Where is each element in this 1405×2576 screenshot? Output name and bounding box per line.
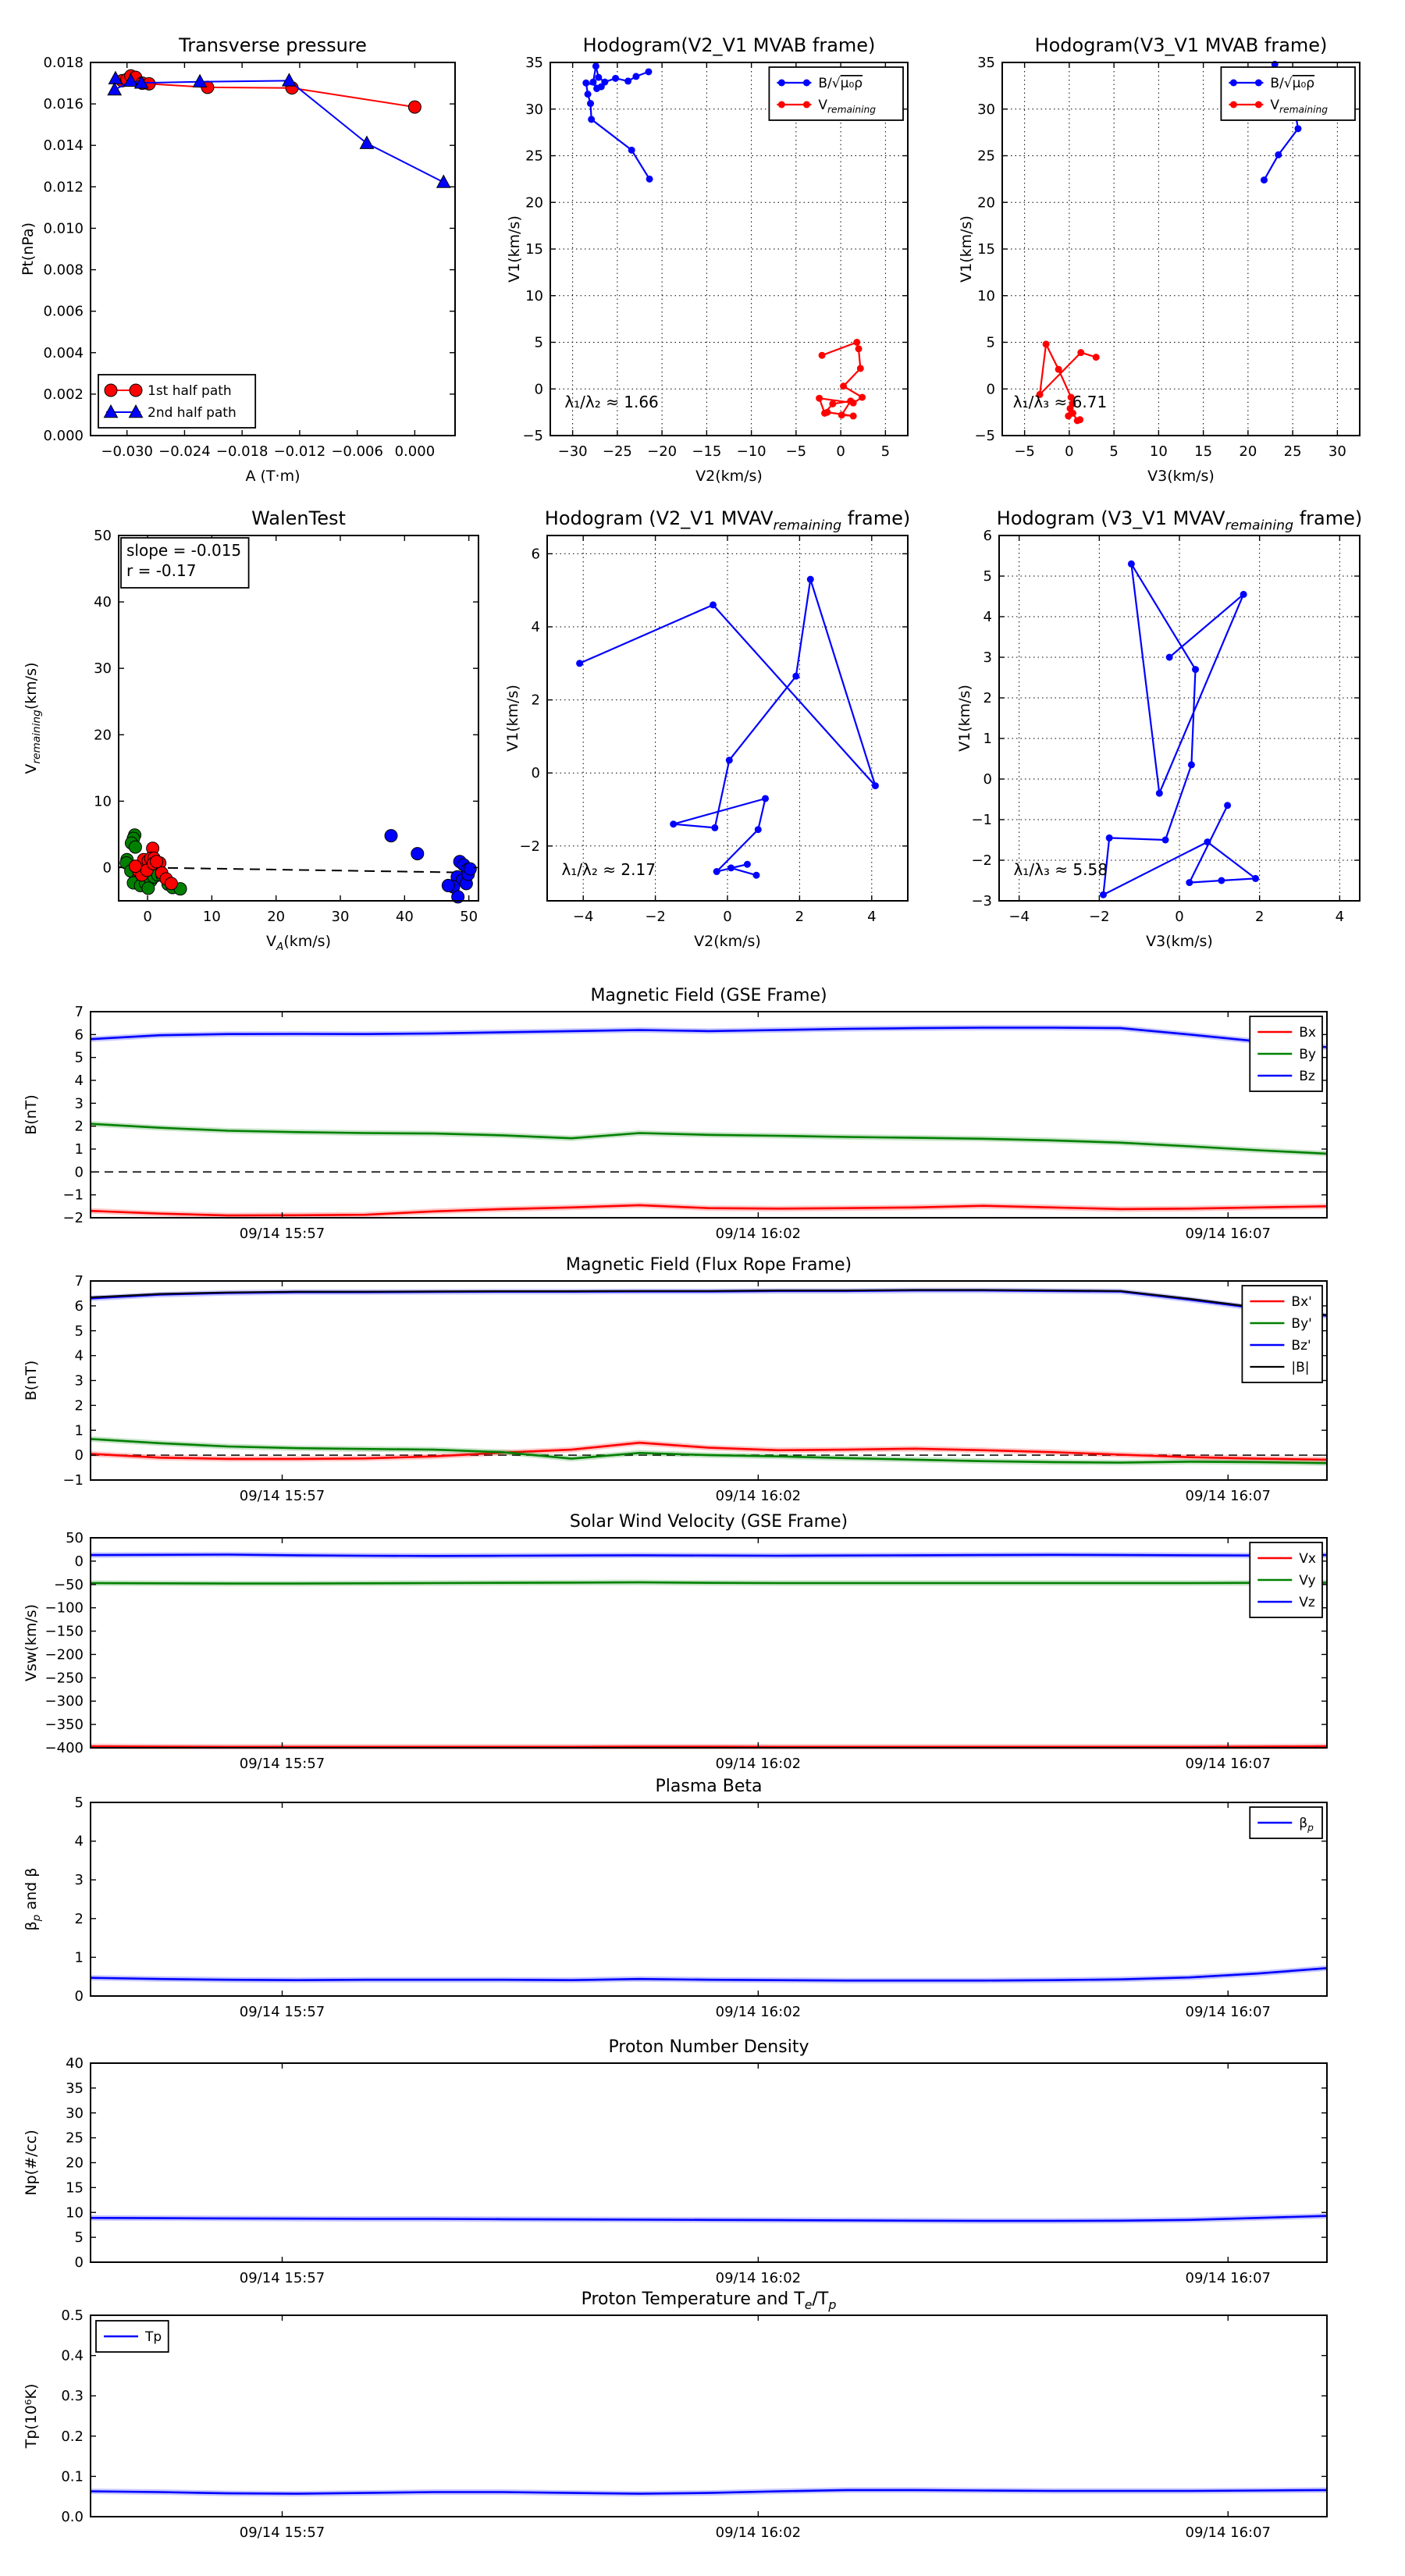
b-fr-series-Bz' xyxy=(91,1290,1327,1316)
vsw-series-Vx xyxy=(91,1746,1327,1747)
x-tick-label: 0.000 xyxy=(394,443,436,460)
tp-title: Proton Temperature and $T_e/T_p$ xyxy=(581,2290,837,2312)
np-series-0 xyxy=(91,2216,1327,2221)
transverse-pressure-series-2nd half path xyxy=(108,72,450,188)
x-tick-label: 09/14 16:07 xyxy=(1185,1756,1272,1772)
y-tick-label: 5 xyxy=(74,1322,84,1340)
tp-legend xyxy=(96,2321,169,2352)
panel-proton-number-density xyxy=(16,2037,1393,2298)
hodogram-v3v1-mvab-plot xyxy=(958,34,1360,485)
y-tick-label: 10 xyxy=(94,793,112,810)
panel-hodogram-v2v1-mvab xyxy=(502,20,923,498)
np-title: Proton Number Density xyxy=(608,2037,809,2057)
y-tick-label: 1 xyxy=(74,1422,84,1439)
panel-plasma-beta xyxy=(16,1776,1393,2032)
y-tick-label: 0.004 xyxy=(43,344,84,361)
y-tick-label: 6 xyxy=(74,1026,84,1044)
y-tick-label: 35 xyxy=(66,2080,84,2097)
x-tick-label: −4 xyxy=(1008,909,1030,925)
legend-label: |B| xyxy=(1291,1360,1310,1375)
y-tick-label: 25 xyxy=(66,2129,84,2147)
x-tick-label: 4 xyxy=(867,909,877,925)
x-tick-label: −2 xyxy=(645,909,666,925)
y-tick-label: 0 xyxy=(986,381,995,398)
x-tick-label: 09/14 16:02 xyxy=(715,1756,802,1772)
y-tick-label: 5 xyxy=(74,1795,84,1811)
y-tick-label: 30 xyxy=(977,101,995,118)
y-tick-label: 40 xyxy=(94,594,112,611)
x-tick-label: −30 xyxy=(557,443,588,460)
y-tick-label: −3 xyxy=(971,893,992,909)
y-tick-label: −5 xyxy=(522,428,543,444)
hodogram-v2v1-mvab-ylabel: V1(km/s) xyxy=(506,215,523,283)
x-tick-label: 0 xyxy=(836,443,845,460)
transverse-pressure-xlabel: A (T·m) xyxy=(245,468,301,485)
y-tick-label: 0 xyxy=(531,765,540,782)
y-tick-label: 0.008 xyxy=(43,262,84,279)
np-plot xyxy=(23,2037,1327,2286)
x-tick-label: 09/14 15:57 xyxy=(239,1488,325,1504)
vsw-series-Vz xyxy=(91,1555,1327,1557)
legend-label: Bx xyxy=(1299,1025,1317,1041)
b-gse-series-By xyxy=(91,1124,1327,1154)
y-tick-label: −300 xyxy=(44,1693,84,1710)
x-tick-label: 5 xyxy=(880,443,891,460)
x-tick-label: −0.030 xyxy=(101,443,154,460)
y-tick-label: 4 xyxy=(531,619,540,635)
x-tick-label: −5 xyxy=(785,443,807,460)
x-tick-label: 4 xyxy=(1335,909,1345,925)
stats-line: slope = -0.015 xyxy=(126,541,242,560)
hodogram-v3v1-mvab-series-Vremaining xyxy=(1037,340,1100,424)
x-tick-label: −10 xyxy=(736,443,767,460)
vsw-svg xyxy=(16,1511,1393,1784)
walen-test-xlabel: $V_A(km/s)$ xyxy=(266,933,331,954)
y-tick-label: 0.012 xyxy=(43,179,84,196)
transverse-pressure-legend xyxy=(98,375,255,428)
legend-label: By' xyxy=(1291,1316,1312,1332)
beta-series-βp xyxy=(91,1968,1327,1980)
hodogram-v2v1-mvav-plot xyxy=(504,507,910,950)
x-tick-label: 09/14 16:07 xyxy=(1185,2524,1272,2541)
np-svg xyxy=(16,2037,1393,2298)
y-tick-label: 0 xyxy=(74,1447,84,1464)
x-tick-label: 25 xyxy=(1283,443,1302,460)
y-tick-label: −5 xyxy=(974,428,995,444)
panel-hodogram-v2v1-mvav xyxy=(502,500,923,977)
transverse-pressure-plot xyxy=(20,34,455,485)
y-tick-label: 6 xyxy=(74,1297,84,1315)
b-gse-title: Magnetic Field (GSE Frame) xyxy=(590,986,827,1005)
hodogram-v3v1-mvav-ylabel: V1(km/s) xyxy=(956,685,973,752)
b-gse-series-Bz xyxy=(91,1028,1327,1048)
np-ylabel: Np(#/cc) xyxy=(23,2129,40,2196)
y-tick-label: −400 xyxy=(44,1740,84,1756)
y-tick-label: 2 xyxy=(74,1118,84,1135)
panel-magnetic-field-gse xyxy=(16,985,1393,1254)
y-tick-label: 25 xyxy=(977,148,995,165)
y-tick-label: 5 xyxy=(534,334,543,351)
beta-svg xyxy=(16,1776,1393,2032)
y-tick-label: 0.014 xyxy=(43,137,84,155)
beta-title: Plasma Beta xyxy=(655,1777,763,1796)
x-tick-label: −0.012 xyxy=(273,443,326,460)
x-tick-label: 09/14 16:02 xyxy=(715,2270,802,2286)
y-tick-label: −250 xyxy=(44,1670,84,1687)
y-tick-label: 5 xyxy=(983,568,992,585)
y-tick-label: 0.018 xyxy=(43,55,84,71)
y-tick-label: 7 xyxy=(74,1273,84,1290)
hodogram-v2v1-mvav-series-0 xyxy=(576,576,879,879)
walen-test-series-2 xyxy=(385,830,476,903)
y-tick-label: 2 xyxy=(531,692,540,709)
y-tick-label: −2 xyxy=(62,1210,84,1226)
x-tick-label: 2 xyxy=(1254,909,1264,925)
y-tick-label: 0 xyxy=(74,1988,84,2005)
y-tick-label: 5 xyxy=(74,1049,84,1066)
y-tick-label: 5 xyxy=(986,334,995,351)
x-tick-label: −0.018 xyxy=(215,443,269,460)
walen-test-svg xyxy=(16,500,498,977)
y-tick-label: 20 xyxy=(525,194,543,212)
y-tick-label: 10 xyxy=(977,287,995,304)
y-tick-label: −350 xyxy=(44,1717,84,1734)
panel-solar-wind-velocity xyxy=(16,1511,1393,1784)
x-tick-label: 09/14 15:57 xyxy=(239,2004,325,2020)
x-tick-label: 09/14 15:57 xyxy=(239,2270,325,2286)
y-tick-label: 5 xyxy=(74,2229,84,2247)
x-tick-label: 40 xyxy=(395,909,414,925)
legend-label: $V_{remaining}$ xyxy=(818,98,877,116)
x-tick-label: −5 xyxy=(1014,443,1035,460)
panel-walen-test xyxy=(16,500,498,977)
y-tick-label: −1 xyxy=(62,1472,84,1489)
x-tick-label: −4 xyxy=(572,909,594,925)
y-tick-label: 0.3 xyxy=(61,2388,84,2405)
legend-label: By xyxy=(1299,1047,1317,1062)
x-tick-label: 30 xyxy=(331,909,350,925)
y-tick-label: 4 xyxy=(74,1347,84,1364)
y-tick-label: −150 xyxy=(44,1623,84,1640)
walen-test-ylabel: $V_{remaining}(km/s)$ xyxy=(23,662,44,774)
y-tick-label: 7 xyxy=(74,1004,84,1020)
hodogram-v3v1-mvav-plot xyxy=(956,507,1362,950)
hodogram-v3v1-mvav-title: Hodogram (V3_V1 $MVAV_{remaining}$ frame) xyxy=(996,507,1363,534)
x-tick-label: 09/14 16:02 xyxy=(715,1488,802,1504)
x-tick-label: 0 xyxy=(143,909,152,925)
x-tick-label: 09/14 16:02 xyxy=(715,2524,802,2541)
hodogram-v2v1-mvab-svg xyxy=(502,20,923,498)
b-fr-legend xyxy=(1242,1286,1322,1382)
beta-plot xyxy=(23,1777,1327,2020)
panel-proton-temperature xyxy=(16,2289,1393,2553)
y-tick-label: 2 xyxy=(74,1910,84,1927)
y-tick-label: 3 xyxy=(74,1095,84,1112)
x-tick-label: 5 xyxy=(1109,443,1119,460)
x-tick-label: 10 xyxy=(202,909,221,925)
y-tick-label: 50 xyxy=(94,528,112,544)
y-tick-label: 15 xyxy=(66,2179,84,2197)
legend-label: Vy xyxy=(1299,1573,1316,1589)
transverse-pressure-svg xyxy=(16,20,498,498)
x-tick-label: 09/14 16:07 xyxy=(1185,1488,1272,1504)
vsw-title: Solar Wind Velocity (GSE Frame) xyxy=(569,1512,848,1532)
stats-line: r = -0.17 xyxy=(126,561,197,580)
x-tick-label: 0 xyxy=(723,909,732,925)
beta-ylabel: $\beta_p$ and β xyxy=(23,1867,44,1931)
y-tick-label: 0 xyxy=(102,859,112,877)
y-tick-label: 10 xyxy=(66,2204,84,2222)
y-tick-label: 0 xyxy=(983,771,992,788)
b-fr-plot xyxy=(23,1255,1327,1504)
x-tick-label: 09/14 16:02 xyxy=(715,1226,802,1242)
y-tick-label: 0.4 xyxy=(61,2347,84,2364)
hodogram-v2v1-mvab-plot xyxy=(506,34,908,485)
y-tick-label: 35 xyxy=(977,55,995,71)
tp-ylabel: Tp(10⁶K) xyxy=(23,2383,40,2449)
lambda-annotation: λ₁/λ₃ ≈ 6.71 xyxy=(1012,393,1108,412)
hodogram-v3v1-mvab-svg xyxy=(954,20,1388,498)
x-tick-label: 09/14 16:07 xyxy=(1185,2004,1272,2020)
y-tick-label: 0.006 xyxy=(43,303,84,320)
y-tick-label: 20 xyxy=(977,194,995,212)
x-tick-label: 2 xyxy=(795,909,805,925)
lambda-annotation: λ₁/λ₂ ≈ 1.66 xyxy=(564,393,659,412)
tp-plot xyxy=(23,2290,1327,2541)
b-gse-svg xyxy=(16,985,1393,1254)
y-tick-label: 6 xyxy=(983,528,992,544)
x-tick-label: −15 xyxy=(692,443,722,460)
y-tick-label: 0 xyxy=(534,381,543,398)
y-tick-label: 30 xyxy=(525,101,543,118)
y-tick-label: 1 xyxy=(74,1949,84,1966)
x-tick-label: 20 xyxy=(1239,443,1257,460)
y-tick-label: 35 xyxy=(525,55,543,71)
x-tick-label: 0 xyxy=(1065,443,1074,460)
y-tick-label: 3 xyxy=(74,1872,84,1889)
hodogram-v3v1-mvab-ylabel: V1(km/s) xyxy=(958,215,975,283)
hodogram-v3v1-mvab-title: Hodogram(V3_V1 MVAB frame) xyxy=(1034,34,1328,56)
hodogram-v2v1-mvav-ylabel: V1(km/s) xyxy=(504,685,521,752)
y-tick-label: 4 xyxy=(74,1073,84,1089)
x-tick-label: 09/14 16:07 xyxy=(1185,1226,1272,1242)
y-tick-label: 30 xyxy=(94,660,112,678)
vsw-legend xyxy=(1250,1542,1322,1617)
x-tick-label: 20 xyxy=(267,909,286,925)
y-tick-label: 0.1 xyxy=(61,2468,84,2485)
panel-magnetic-field-flux-rope xyxy=(16,1254,1393,1515)
vsw-ylabel: Vsw(km/s) xyxy=(23,1603,40,1682)
legend-label: 1st half path xyxy=(148,383,232,399)
x-tick-label: 15 xyxy=(1194,443,1213,460)
y-tick-label: 15 xyxy=(525,241,543,258)
y-tick-label: 3 xyxy=(983,649,992,666)
x-tick-label: 09/14 16:07 xyxy=(1185,2270,1272,2286)
legend-label: Bz' xyxy=(1291,1338,1311,1354)
x-tick-label: −0.006 xyxy=(331,443,383,460)
hodogram-v2v1-mvab-title: Hodogram(V2_V1 MVAB frame) xyxy=(582,34,876,56)
x-tick-label: 10 xyxy=(1149,443,1168,460)
y-tick-label: 40 xyxy=(66,2055,84,2072)
hodogram-v2v1-mvav-title: Hodogram (V2_V1 $MVAV_{remaining}$ frame) xyxy=(544,507,911,534)
y-tick-label: −50 xyxy=(54,1576,84,1593)
y-tick-label: −100 xyxy=(44,1599,84,1617)
b-gse-series-Bx xyxy=(91,1205,1327,1215)
vsw-series-Vy xyxy=(91,1582,1327,1584)
hodogram-v3v1-mvab-xlabel: V3(km/s) xyxy=(1147,468,1215,485)
hodogram-v2v1-mvav-svg xyxy=(502,500,923,977)
transverse-pressure-series-1st half path xyxy=(116,69,422,113)
x-tick-label: 30 xyxy=(1328,443,1346,460)
y-tick-label: −200 xyxy=(44,1646,84,1663)
y-tick-label: 0.2 xyxy=(61,2428,84,2445)
hodogram-v3v1-mvav-xlabel: V3(km/s) xyxy=(1146,933,1213,950)
y-tick-label: 1 xyxy=(983,731,992,747)
y-tick-label: 0.0 xyxy=(61,2509,84,2525)
panel-hodogram-v3v1-mvav xyxy=(954,500,1388,977)
x-tick-label: −25 xyxy=(602,443,632,460)
y-tick-label: −1 xyxy=(971,812,992,828)
y-tick-label: 0 xyxy=(74,1164,84,1181)
legend-label: Vz xyxy=(1299,1595,1315,1610)
b-gse-plot xyxy=(23,986,1327,1242)
hodogram-v2v1-mvab-xlabel: V2(km/s) xyxy=(695,468,763,485)
x-tick-label: −20 xyxy=(647,443,678,460)
legend-label: B/√μ₀ρ xyxy=(1270,76,1315,91)
x-tick-label: −2 xyxy=(1089,909,1110,925)
tp-series-Tp xyxy=(91,2490,1327,2494)
y-tick-label: 4 xyxy=(74,1833,84,1850)
y-tick-label: 2 xyxy=(74,1397,84,1414)
y-tick-label: 10 xyxy=(525,287,543,304)
y-tick-label: 0.000 xyxy=(43,428,84,444)
b-fr-ylabel: B(nT) xyxy=(23,1360,40,1401)
legend-label: $\beta_p$ xyxy=(1299,1816,1314,1834)
b-fr-title: Magnetic Field (Flux Rope Frame) xyxy=(565,1255,852,1275)
b-gse-legend xyxy=(1250,1016,1322,1091)
lambda-annotation: λ₁/λ₃ ≈ 5.58 xyxy=(1013,860,1108,880)
legend-label: Vx xyxy=(1299,1551,1316,1567)
y-tick-label: 50 xyxy=(66,1530,84,1546)
vsw-plot xyxy=(23,1512,1327,1772)
hodogram-v2v1-mvab-legend xyxy=(769,67,903,120)
legend-label: Bx' xyxy=(1291,1294,1312,1310)
x-tick-label: −0.024 xyxy=(158,443,211,460)
y-tick-label: 15 xyxy=(977,241,995,258)
x-tick-label: 09/14 15:57 xyxy=(239,2524,325,2541)
y-tick-label: −2 xyxy=(971,852,992,869)
y-tick-label: −1 xyxy=(62,1187,84,1204)
legend-label: $V_{remaining}$ xyxy=(1270,98,1329,116)
fit-line xyxy=(119,867,478,873)
legend-label: 2nd half path xyxy=(148,405,237,421)
b-fr-svg xyxy=(16,1254,1393,1515)
x-tick-label: 09/14 15:57 xyxy=(239,1756,325,1772)
tp-svg xyxy=(16,2289,1393,2553)
hodogram-v3v1-mvab-legend xyxy=(1221,67,1355,120)
y-tick-label: 3 xyxy=(74,1372,84,1389)
y-tick-label: 6 xyxy=(531,546,540,563)
x-tick-label: 09/14 16:02 xyxy=(715,2004,802,2020)
panel-transverse-pressure xyxy=(16,20,498,498)
y-tick-label: 0.5 xyxy=(61,2307,84,2324)
transverse-pressure-title: Transverse pressure xyxy=(179,34,367,56)
x-tick-label: 09/14 15:57 xyxy=(239,1226,325,1242)
y-tick-label: 30 xyxy=(66,2105,84,2122)
beta-legend xyxy=(1250,1807,1322,1838)
legend-label: Tp xyxy=(145,2329,162,2345)
walen-test-plot xyxy=(23,507,478,953)
y-tick-label: 0.016 xyxy=(43,96,84,113)
lambda-annotation: λ₁/λ₂ ≈ 2.17 xyxy=(561,860,656,880)
y-tick-label: 0.002 xyxy=(43,386,84,403)
legend-label: Bz xyxy=(1299,1069,1315,1084)
walen-test-title: WalenTest xyxy=(251,507,346,529)
transverse-pressure-ylabel: Pt(nPa) xyxy=(20,222,37,276)
y-tick-label: 1 xyxy=(74,1141,84,1158)
y-tick-label: 20 xyxy=(66,2154,84,2172)
y-tick-label: 20 xyxy=(94,727,112,744)
y-tick-label: 0 xyxy=(74,2254,84,2271)
panel-hodogram-v3v1-mvab xyxy=(954,20,1388,498)
y-tick-label: 0 xyxy=(74,1553,84,1570)
y-tick-label: −2 xyxy=(519,838,540,855)
x-tick-label: 50 xyxy=(460,909,478,925)
legend-label: B/√μ₀ρ xyxy=(818,76,863,91)
b-gse-ylabel: B(nT) xyxy=(23,1094,40,1135)
y-tick-label: 2 xyxy=(983,690,992,706)
y-tick-label: 25 xyxy=(525,148,543,165)
hodogram-v2v1-mvab-series-B/√μ₀ρ xyxy=(582,62,653,183)
y-tick-label: 0.010 xyxy=(43,220,84,237)
x-tick-label: 0 xyxy=(1175,909,1184,925)
hodogram-v2v1-mvav-xlabel: V2(km/s) xyxy=(694,933,761,950)
hodogram-v3v1-mvav-svg xyxy=(954,500,1388,977)
y-tick-label: 4 xyxy=(983,609,992,625)
